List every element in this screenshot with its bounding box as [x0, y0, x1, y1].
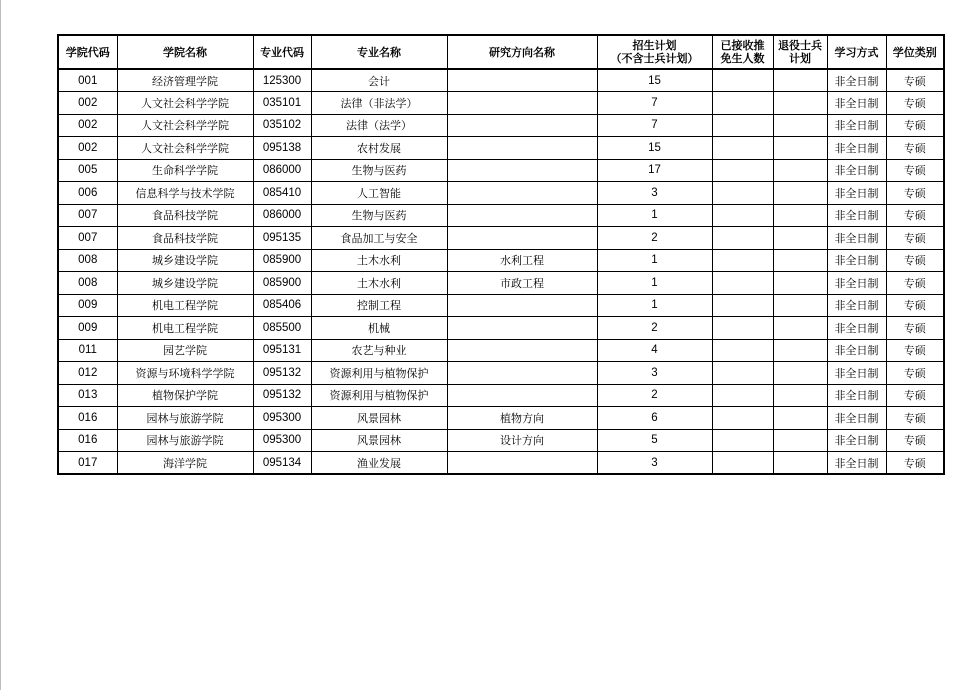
cell-direction: 市政工程	[447, 272, 597, 295]
table-row	[58, 429, 944, 452]
cell-major-name: 食品加工与安全	[311, 227, 447, 250]
cell-exempt	[712, 407, 773, 430]
cell-direction	[447, 114, 597, 137]
header-exempt-line1: 已接收推	[720, 39, 765, 52]
cell-soldier	[773, 362, 827, 385]
table-row	[58, 159, 944, 182]
cell-major-code: 095300	[253, 407, 311, 430]
header-soldier-line2: 计划	[789, 52, 811, 65]
cell-exempt	[712, 384, 773, 407]
cell-major-code: 095135	[253, 227, 311, 250]
cell-major-name: 资源利用与植物保护	[311, 384, 447, 407]
table-row	[58, 69, 944, 92]
header-direction: 研究方向名称	[447, 35, 597, 69]
cell-study-mode: 非全日制	[827, 227, 886, 250]
cell-degree-type: 专硕	[886, 339, 944, 362]
table-row	[58, 249, 944, 272]
cell-study-mode: 非全日制	[827, 182, 886, 205]
cell-soldier	[773, 429, 827, 452]
cell-degree-type: 专硕	[886, 317, 944, 340]
cell-direction	[447, 182, 597, 205]
cell-study-mode: 非全日制	[827, 384, 886, 407]
cell-plan: 15	[597, 69, 712, 92]
header-study-mode: 学习方式	[827, 35, 886, 69]
cell-college-name: 信息科学与技术学院	[117, 182, 253, 205]
cell-soldier	[773, 204, 827, 227]
cell-soldier	[773, 272, 827, 295]
cell-college-code: 009	[58, 317, 117, 340]
cell-plan: 7	[597, 92, 712, 115]
cell-soldier	[773, 182, 827, 205]
cell-exempt	[712, 69, 773, 92]
cell-college-name: 经济管理学院	[117, 69, 253, 92]
cell-soldier	[773, 159, 827, 182]
cell-plan: 15	[597, 137, 712, 160]
cell-college-name: 食品科技学院	[117, 204, 253, 227]
header-row	[58, 35, 944, 69]
cell-soldier	[773, 407, 827, 430]
cell-soldier	[773, 294, 827, 317]
cell-direction: 植物方向	[447, 407, 597, 430]
cell-college-code: 011	[58, 339, 117, 362]
cell-study-mode: 非全日制	[827, 159, 886, 182]
cell-college-code: 016	[58, 429, 117, 452]
cell-direction	[447, 137, 597, 160]
cell-direction	[447, 384, 597, 407]
cell-college-code: 017	[58, 452, 117, 475]
cell-soldier	[773, 114, 827, 137]
cell-major-name: 人工智能	[311, 182, 447, 205]
cell-degree-type: 专硕	[886, 204, 944, 227]
cell-college-name: 机电工程学院	[117, 294, 253, 317]
cell-major-name: 农村发展	[311, 137, 447, 160]
cell-major-name: 资源利用与植物保护	[311, 362, 447, 385]
cell-plan: 3	[597, 182, 712, 205]
cell-college-name: 园林与旅游学院	[117, 407, 253, 430]
table-row	[58, 137, 944, 160]
cell-direction	[447, 204, 597, 227]
cell-direction	[447, 339, 597, 362]
header-plan-line1: 招生计划	[632, 39, 677, 52]
cell-college-code: 002	[58, 114, 117, 137]
cell-degree-type: 专硕	[886, 294, 944, 317]
cell-exempt	[712, 182, 773, 205]
table-body	[58, 69, 944, 474]
table-row	[58, 407, 944, 430]
cell-soldier	[773, 339, 827, 362]
cell-direction	[447, 227, 597, 250]
cell-college-code: 013	[58, 384, 117, 407]
cell-direction	[447, 69, 597, 92]
cell-college-code: 002	[58, 137, 117, 160]
cell-major-code: 035101	[253, 92, 311, 115]
cell-exempt	[712, 362, 773, 385]
cell-college-name: 人文社会科学学院	[117, 114, 253, 137]
cell-exempt	[712, 227, 773, 250]
cell-degree-type: 专硕	[886, 69, 944, 92]
table-row	[58, 227, 944, 250]
cell-plan: 2	[597, 384, 712, 407]
header-soldier-line1: 退役士兵	[778, 39, 822, 52]
cell-exempt	[712, 92, 773, 115]
cell-study-mode: 非全日制	[827, 317, 886, 340]
cell-degree-type: 专硕	[886, 384, 944, 407]
cell-major-code: 125300	[253, 69, 311, 92]
cell-college-name: 食品科技学院	[117, 227, 253, 250]
cell-exempt	[712, 429, 773, 452]
cell-study-mode: 非全日制	[827, 272, 886, 295]
cell-college-name: 海洋学院	[117, 452, 253, 475]
table-row	[58, 317, 944, 340]
cell-plan: 1	[597, 249, 712, 272]
table-row	[58, 452, 944, 475]
cell-degree-type: 专硕	[886, 362, 944, 385]
cell-major-name: 土木水利	[311, 249, 447, 272]
cell-college-code: 005	[58, 159, 117, 182]
cell-study-mode: 非全日制	[827, 362, 886, 385]
cell-exempt	[712, 114, 773, 137]
cell-direction: 水利工程	[447, 249, 597, 272]
cell-degree-type: 专硕	[886, 137, 944, 160]
cell-major-name: 法律（非法学）	[311, 92, 447, 115]
cell-college-code: 009	[58, 294, 117, 317]
header-college-code: 学院代码	[58, 35, 117, 69]
cell-exempt	[712, 317, 773, 340]
page-edge	[0, 0, 1, 690]
cell-plan: 4	[597, 339, 712, 362]
cell-major-name: 生物与医药	[311, 159, 447, 182]
header-plan	[597, 35, 712, 69]
cell-major-name: 土木水利	[311, 272, 447, 295]
cell-exempt	[712, 137, 773, 160]
cell-college-code: 001	[58, 69, 117, 92]
cell-major-code: 085406	[253, 294, 311, 317]
cell-study-mode: 非全日制	[827, 452, 886, 475]
header-college-name: 学院名称	[117, 35, 253, 69]
cell-major-code: 095132	[253, 362, 311, 385]
cell-major-code: 085900	[253, 272, 311, 295]
table-row	[58, 384, 944, 407]
cell-direction	[447, 294, 597, 317]
cell-exempt	[712, 452, 773, 475]
cell-plan: 6	[597, 407, 712, 430]
cell-college-code: 016	[58, 407, 117, 430]
cell-study-mode: 非全日制	[827, 114, 886, 137]
cell-degree-type: 专硕	[886, 452, 944, 475]
cell-study-mode: 非全日制	[827, 429, 886, 452]
cell-direction	[447, 362, 597, 385]
cell-major-code: 095300	[253, 429, 311, 452]
table-row	[58, 339, 944, 362]
cell-study-mode: 非全日制	[827, 339, 886, 362]
cell-soldier	[773, 317, 827, 340]
cell-college-name: 资源与环境科学学院	[117, 362, 253, 385]
cell-major-name: 生物与医药	[311, 204, 447, 227]
cell-college-name: 植物保护学院	[117, 384, 253, 407]
cell-major-name: 农艺与种业	[311, 339, 447, 362]
cell-soldier	[773, 384, 827, 407]
cell-study-mode: 非全日制	[827, 204, 886, 227]
cell-major-code: 085900	[253, 249, 311, 272]
cell-direction	[447, 159, 597, 182]
cell-soldier	[773, 227, 827, 250]
cell-exempt	[712, 272, 773, 295]
cell-college-name: 城乡建设学院	[117, 272, 253, 295]
cell-soldier	[773, 452, 827, 475]
table-row	[58, 294, 944, 317]
table-row	[58, 272, 944, 295]
cell-major-code: 095132	[253, 384, 311, 407]
cell-direction	[447, 317, 597, 340]
cell-major-code: 035102	[253, 114, 311, 137]
cell-college-code: 006	[58, 182, 117, 205]
cell-college-code: 008	[58, 272, 117, 295]
cell-major-code: 085500	[253, 317, 311, 340]
cell-degree-type: 专硕	[886, 182, 944, 205]
cell-major-code: 095131	[253, 339, 311, 362]
cell-plan: 7	[597, 114, 712, 137]
cell-plan: 5	[597, 429, 712, 452]
table-row	[58, 362, 944, 385]
cell-major-code: 095138	[253, 137, 311, 160]
table-row	[58, 182, 944, 205]
cell-college-code: 007	[58, 204, 117, 227]
cell-study-mode: 非全日制	[827, 407, 886, 430]
cell-study-mode: 非全日制	[827, 294, 886, 317]
cell-degree-type: 专硕	[886, 272, 944, 295]
cell-college-name: 园艺学院	[117, 339, 253, 362]
cell-study-mode: 非全日制	[827, 92, 886, 115]
cell-college-name: 城乡建设学院	[117, 249, 253, 272]
cell-college-name: 人文社会科学学院	[117, 137, 253, 160]
table-row	[58, 92, 944, 115]
cell-soldier	[773, 137, 827, 160]
cell-direction: 设计方向	[447, 429, 597, 452]
cell-soldier	[773, 92, 827, 115]
cell-college-name: 人文社会科学学院	[117, 92, 253, 115]
cell-major-name: 风景园林	[311, 429, 447, 452]
cell-plan: 1	[597, 272, 712, 295]
cell-degree-type: 专硕	[886, 429, 944, 452]
cell-college-code: 012	[58, 362, 117, 385]
cell-soldier	[773, 249, 827, 272]
cell-major-code: 086000	[253, 159, 311, 182]
cell-soldier	[773, 69, 827, 92]
cell-college-code: 007	[58, 227, 117, 250]
cell-college-name: 机电工程学院	[117, 317, 253, 340]
cell-degree-type: 专硕	[886, 249, 944, 272]
cell-major-code: 095134	[253, 452, 311, 475]
cell-college-code: 002	[58, 92, 117, 115]
cell-plan: 17	[597, 159, 712, 182]
table-row	[58, 204, 944, 227]
cell-major-name: 法律（法学）	[311, 114, 447, 137]
header-degree-type: 学位类别	[886, 35, 944, 69]
header-soldier	[773, 35, 827, 69]
header-major-name: 专业名称	[311, 35, 447, 69]
cell-major-code: 085410	[253, 182, 311, 205]
cell-major-name: 风景园林	[311, 407, 447, 430]
cell-degree-type: 专硕	[886, 92, 944, 115]
header-exempt	[712, 35, 773, 69]
cell-major-name: 渔业发展	[311, 452, 447, 475]
cell-plan: 2	[597, 227, 712, 250]
cell-plan: 1	[597, 204, 712, 227]
cell-major-name: 会计	[311, 69, 447, 92]
cell-exempt	[712, 204, 773, 227]
cell-degree-type: 专硕	[886, 227, 944, 250]
cell-major-code: 086000	[253, 204, 311, 227]
cell-major-name: 机械	[311, 317, 447, 340]
cell-study-mode: 非全日制	[827, 69, 886, 92]
table-row	[58, 114, 944, 137]
cell-plan: 2	[597, 317, 712, 340]
cell-degree-type: 专硕	[886, 159, 944, 182]
cell-plan: 1	[597, 294, 712, 317]
cell-college-code: 008	[58, 249, 117, 272]
cell-degree-type: 专硕	[886, 114, 944, 137]
cell-exempt	[712, 339, 773, 362]
cell-degree-type: 专硕	[886, 407, 944, 430]
header-plan-line2: （不含士兵计划）	[610, 52, 699, 65]
cell-college-name: 生命科学学院	[117, 159, 253, 182]
header-major-code: 专业代码	[253, 35, 311, 69]
cell-plan: 3	[597, 452, 712, 475]
cell-college-name: 园林与旅游学院	[117, 429, 253, 452]
cell-study-mode: 非全日制	[827, 137, 886, 160]
cell-exempt	[712, 159, 773, 182]
cell-major-name: 控制工程	[311, 294, 447, 317]
header-exempt-line2: 免生人数	[720, 52, 765, 65]
cell-direction	[447, 452, 597, 475]
enrollment-plan-table	[57, 34, 945, 475]
cell-study-mode: 非全日制	[827, 249, 886, 272]
cell-direction	[447, 92, 597, 115]
cell-plan: 3	[597, 362, 712, 385]
cell-exempt	[712, 294, 773, 317]
cell-exempt	[712, 249, 773, 272]
